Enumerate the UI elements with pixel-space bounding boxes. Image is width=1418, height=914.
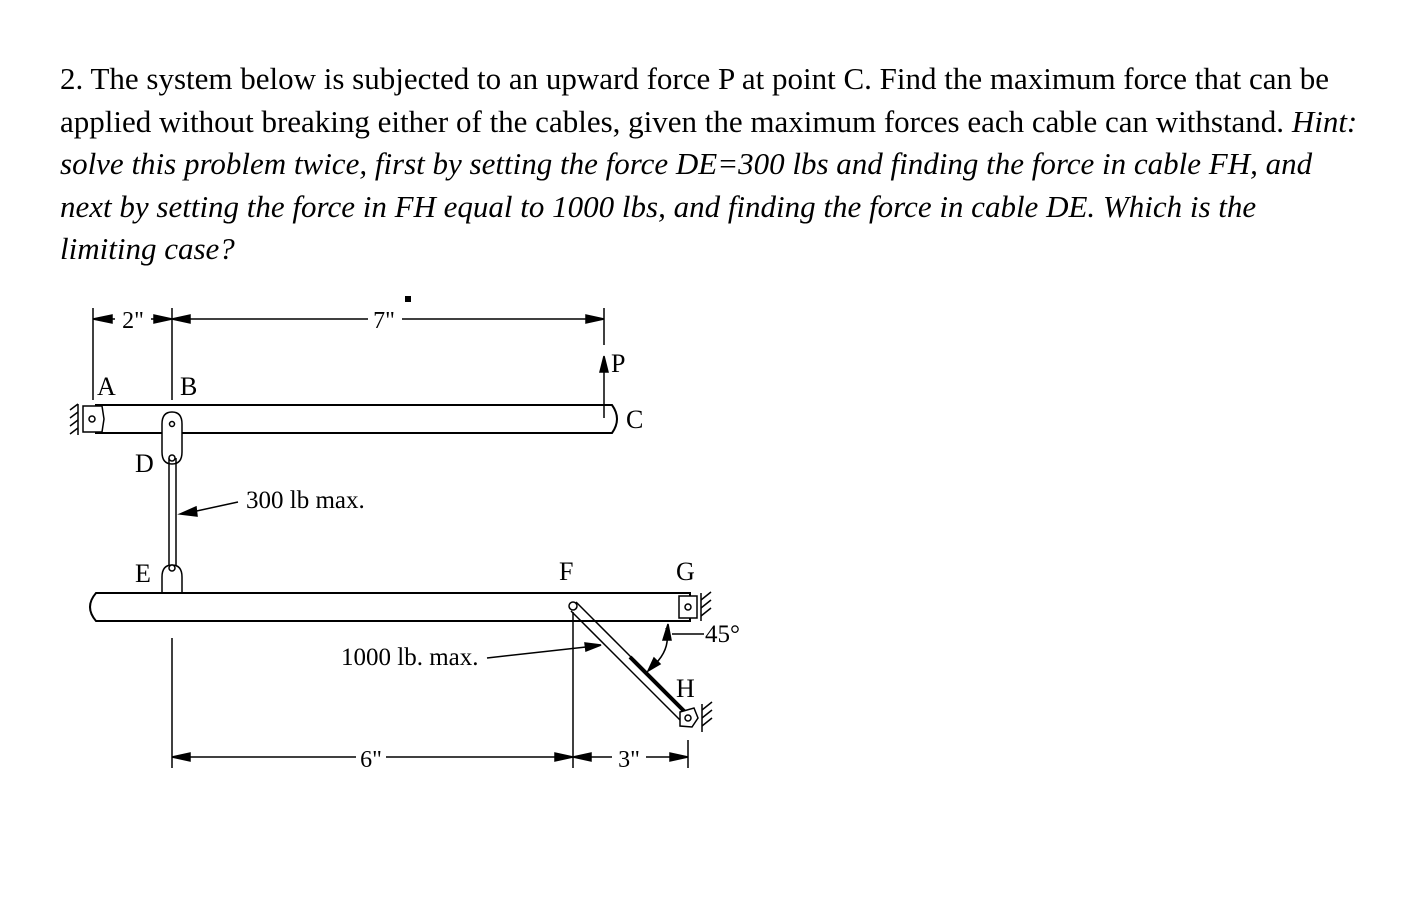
- dim-dot: [405, 296, 411, 302]
- label-g: G: [676, 557, 695, 586]
- top-dimension: [93, 308, 604, 400]
- leader-300: [180, 502, 238, 516]
- dim-bottom-left: 6": [360, 747, 382, 773]
- lower-beam: [90, 593, 690, 621]
- dim-top-left: 2": [122, 308, 144, 334]
- angle-note: 45°: [705, 621, 740, 648]
- label-p: P: [611, 349, 626, 378]
- label-e: E: [135, 559, 151, 588]
- pin-support-a: [70, 404, 104, 435]
- dim-bottom-right: 3": [618, 747, 640, 773]
- label-c: C: [626, 405, 644, 434]
- pin-support-g: [679, 592, 711, 621]
- angle-indicator: [648, 624, 704, 671]
- cable-de: [162, 412, 182, 615]
- cable-de-note: 300 lb max.: [246, 487, 365, 514]
- label-f: F: [559, 557, 574, 586]
- cable-fh-note: 1000 lb. max.: [341, 644, 479, 671]
- problem-statement: 2. The system below is subjected to an upward force P at point C. Find the maximum force that can be applied without breaking either of the cables, given the maximum forces each cable can withstand.: [60, 61, 1329, 139]
- problem-hint: Hint: solve this problem twice, first by setting the force DE=300 lbs and finding the force in cable FH, and next by setting the force in FH equal to 1000 lbs, and finding the force in cable DE. Which is the limiting case?: [60, 103, 1358, 266]
- leader-1000: [487, 643, 601, 658]
- dim-top-right: 7": [373, 308, 395, 334]
- pin-support-h: [680, 702, 712, 732]
- label-d: D: [135, 449, 154, 478]
- bottom-dimension: [172, 612, 688, 768]
- label-a: A: [97, 372, 116, 401]
- label-b: B: [180, 372, 198, 401]
- label-h: H: [676, 674, 695, 703]
